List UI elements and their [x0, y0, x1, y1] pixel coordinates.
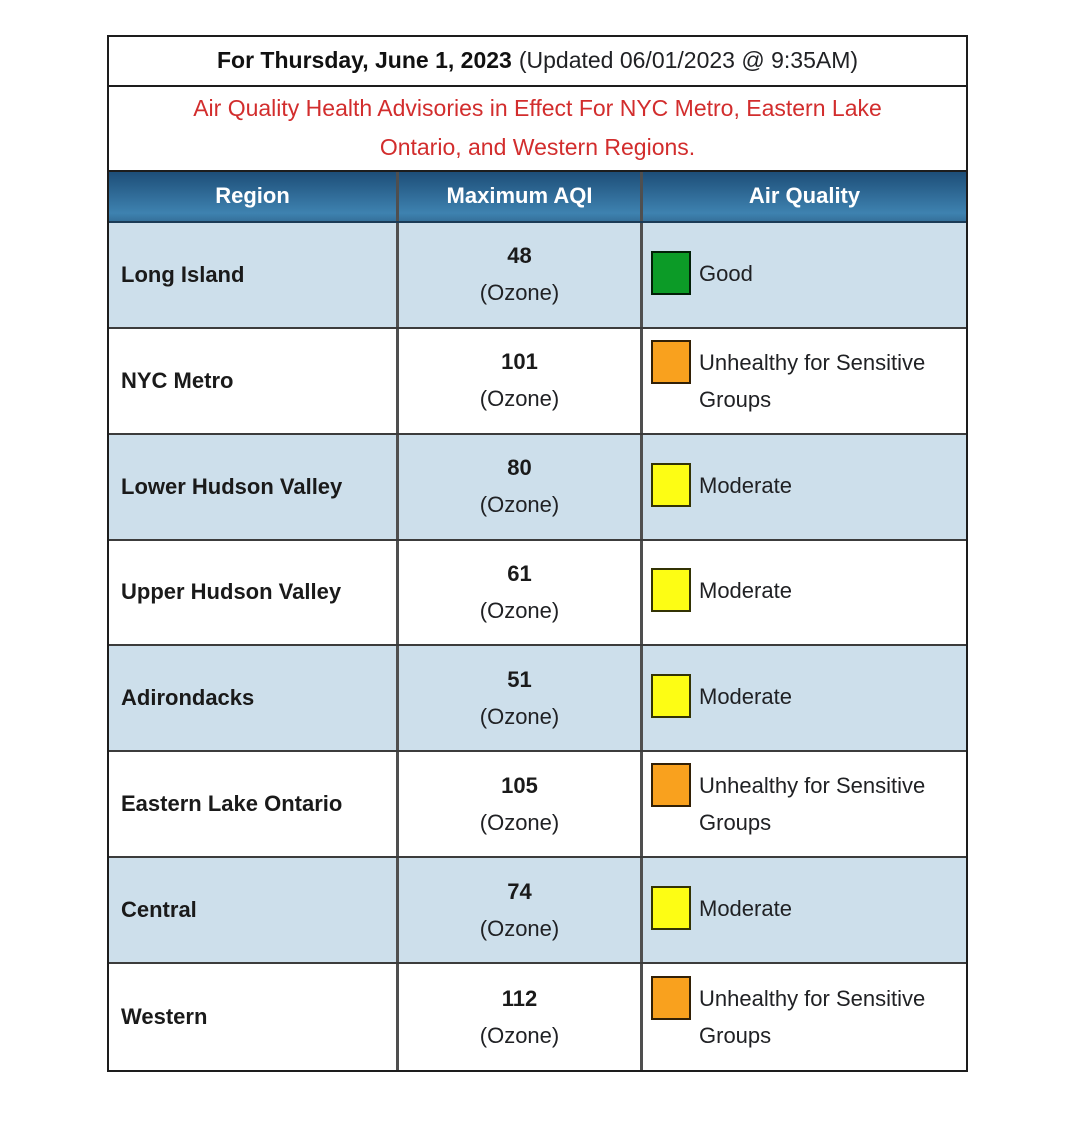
aqi-value: 48: [507, 243, 532, 269]
air-quality-cell: [643, 964, 966, 1070]
aqi-cell: [399, 329, 643, 433]
table-row: [109, 646, 966, 752]
aqi-color-swatch: [651, 763, 691, 807]
aqi-value: 61: [507, 560, 532, 586]
col-header-max-aqi: Maximum AQI: [399, 172, 643, 221]
aqi-value: 112: [501, 985, 538, 1011]
aqi-cell: [399, 223, 643, 327]
air-quality-cell: [643, 223, 966, 327]
air-quality-cell: [643, 858, 966, 962]
region-label: Adirondacks: [109, 646, 399, 750]
aqi-cell: [399, 858, 643, 962]
aqi-value: 101: [501, 349, 538, 375]
aqi-value: 80: [507, 455, 532, 481]
aqi-color-swatch: [651, 976, 691, 1020]
aqi-pollutant: (Ozone): [479, 809, 560, 835]
aqi-category-label: Good: [699, 260, 753, 286]
aqi-cell: [399, 646, 643, 750]
report-updated-time: (Updated 06/01/2023 @ 9:35AM): [518, 47, 859, 74]
aqi-pollutant: (Ozone): [479, 597, 560, 623]
advisory-banner: [109, 87, 966, 172]
air-quality-report: [107, 35, 968, 1072]
aqi-pollutant: (Ozone): [479, 915, 560, 941]
table-row: [109, 964, 966, 1070]
table-row: [109, 541, 966, 647]
table-row: [109, 858, 966, 964]
aqi-category-label: Moderate: [699, 896, 792, 922]
region-label: NYC Metro: [109, 329, 399, 433]
table-row: [109, 223, 966, 329]
aqi-color-swatch: [651, 251, 691, 295]
air-quality-cell: [643, 646, 966, 750]
air-quality-cell: [643, 541, 966, 645]
aqi-color-swatch: [651, 463, 691, 507]
aqi-pollutant: (Ozone): [479, 703, 560, 729]
aqi-category-label: Moderate: [699, 578, 792, 604]
aqi-cell: [399, 964, 643, 1070]
report-date: For Thursday, June 1, 2023: [216, 47, 512, 74]
aqi-color-swatch: [651, 568, 691, 612]
aqi-pollutant: (Ozone): [479, 492, 560, 518]
region-label: Upper Hudson Valley: [109, 541, 399, 645]
aqi-pollutant: (Ozone): [479, 386, 560, 412]
col-header-region: Region: [109, 172, 399, 221]
aqi-category-label: Moderate: [699, 684, 792, 710]
col-header-air-quality: Air Quality: [748, 183, 861, 209]
table-row: [109, 752, 966, 858]
aqi-category-label: Unhealthy for Sensitive Groups: [699, 349, 926, 412]
aqi-value: 105: [501, 772, 538, 798]
aqi-value: 51: [507, 666, 532, 692]
aqi-cell: [399, 541, 643, 645]
advisory-text: Air Quality Health Advisories in Effect For NYC Metro, Eastern Lake Ontario, and Western Regions.: [193, 95, 882, 161]
aqi-color-swatch: [651, 886, 691, 930]
aqi-category-label: Unhealthy for Sensitive Groups: [699, 986, 926, 1048]
aqi-category-label: Moderate: [699, 472, 792, 498]
air-quality-cell: [643, 329, 966, 433]
region-label: Central: [109, 858, 399, 962]
aqi-value: 74: [507, 878, 532, 904]
region-label: Eastern Lake Ontario: [109, 752, 399, 856]
air-quality-cell: [643, 752, 966, 856]
aqi-category-label: Unhealthy for Sensitive Groups: [699, 773, 926, 836]
report-title: [109, 37, 966, 87]
table-row: [109, 435, 966, 541]
region-label: Western: [109, 964, 399, 1070]
aqi-pollutant: (Ozone): [479, 280, 560, 306]
table-header: [109, 172, 966, 223]
table-row: [109, 329, 966, 435]
region-label: Long Island: [109, 223, 399, 327]
aqi-pollutant: (Ozone): [479, 1022, 560, 1048]
aqi-color-swatch: [651, 674, 691, 718]
aqi-cell: [399, 435, 643, 539]
air-quality-cell: [643, 435, 966, 539]
region-label: Lower Hudson Valley: [109, 435, 399, 539]
aqi-color-swatch: [651, 340, 691, 384]
aqi-cell: [399, 752, 643, 856]
